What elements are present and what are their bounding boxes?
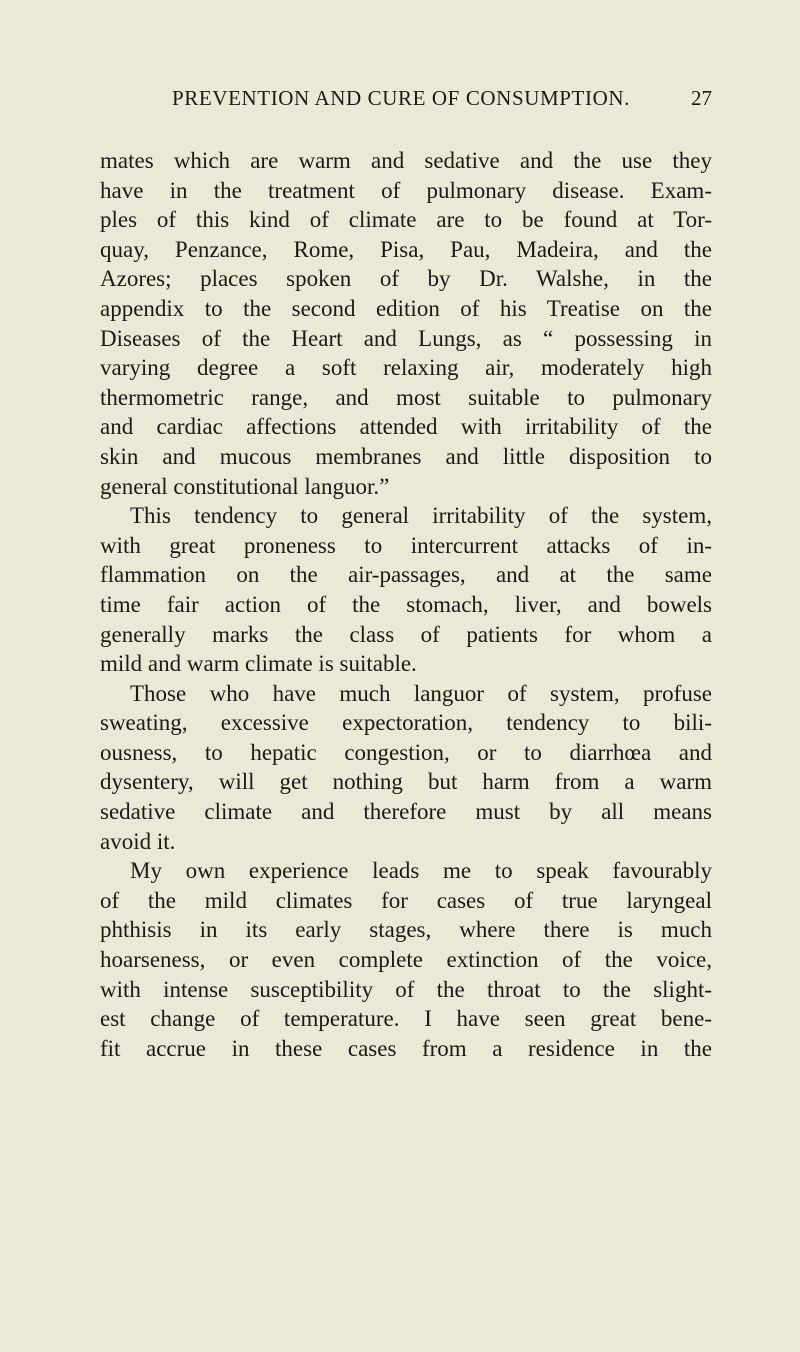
- text-line: varying degree a soft relaxing air, moderately high: [100, 355, 712, 381]
- page-number: 27: [691, 86, 712, 110]
- text-line: dysentery, will get nothing but harm from a warm: [100, 769, 712, 795]
- running-header: [100, 86, 712, 120]
- paragraph-start-line: My own experience leads me to speak favourably: [130, 858, 712, 884]
- text-line: sedative climate and therefore must by all means: [100, 799, 712, 825]
- text-line: time fair action of the stomach, liver, and bowels: [100, 591, 712, 617]
- text-line: Diseases of the Heart and Lungs, as “ possessing in: [100, 325, 712, 351]
- text-line: fit accrue in these cases from a residence in the: [100, 1035, 712, 1061]
- text-line: with intense susceptibility of the throat to the slight-: [100, 976, 712, 1002]
- text-line: hoarseness, or even complete extinction of the voice,: [100, 947, 712, 973]
- text-line: mates which are warm and sedative and the use they: [100, 148, 712, 173]
- text-line: phthisis in its early stages, where there is much: [100, 917, 712, 943]
- paragraph-end-line: mild and warm climate is suitable.: [100, 651, 417, 677]
- text-line: ples of this kind of climate are to be found at Tor-: [100, 207, 712, 233]
- text-line: appendix to the second edition of his Treatise on the: [100, 295, 712, 321]
- text-line: flammation on the air-passages, and at the same: [100, 562, 712, 588]
- running-title: PREVENTION AND CURE OF CONSUMPTION.: [172, 86, 630, 110]
- text-line: generally marks the class of patients for whom a: [100, 621, 712, 647]
- text-line: have in the treatment of pulmonary disease. Exam-: [100, 177, 712, 203]
- paragraph-start-line: Those who have much languor of system, profuse: [130, 680, 712, 706]
- paragraph-start-line: This tendency to general irritability of the system,: [130, 503, 712, 529]
- text-line: est change of temperature. I have seen great bene-: [100, 1006, 712, 1032]
- paragraph-end-line: avoid it.: [100, 828, 176, 854]
- text-line: ousness, to hepatic congestion, or to diarrhœa and: [100, 739, 712, 765]
- text-line: Azores; places spoken of by Dr. Walshe, in the: [100, 266, 712, 292]
- text-line: and cardiac affections attended with irritability of the: [100, 414, 712, 440]
- paragraph-end-line: general constitutional languor.”: [100, 473, 390, 499]
- text-line: skin and mucous membranes and little disposition to: [100, 443, 712, 469]
- body-text: [100, 146, 712, 1063]
- text-line: quay, Penzance, Rome, Pisa, Pau, Madeira, and the: [100, 236, 712, 262]
- text-line: of the mild climates for cases of true laryngeal: [100, 887, 712, 913]
- text-line: with great proneness to intercurrent attacks of in-: [100, 532, 712, 558]
- text-line: sweating, excessive expectoration, tendency to bili-: [100, 710, 712, 736]
- text-line: thermometric range, and most suitable to pulmonary: [100, 384, 712, 410]
